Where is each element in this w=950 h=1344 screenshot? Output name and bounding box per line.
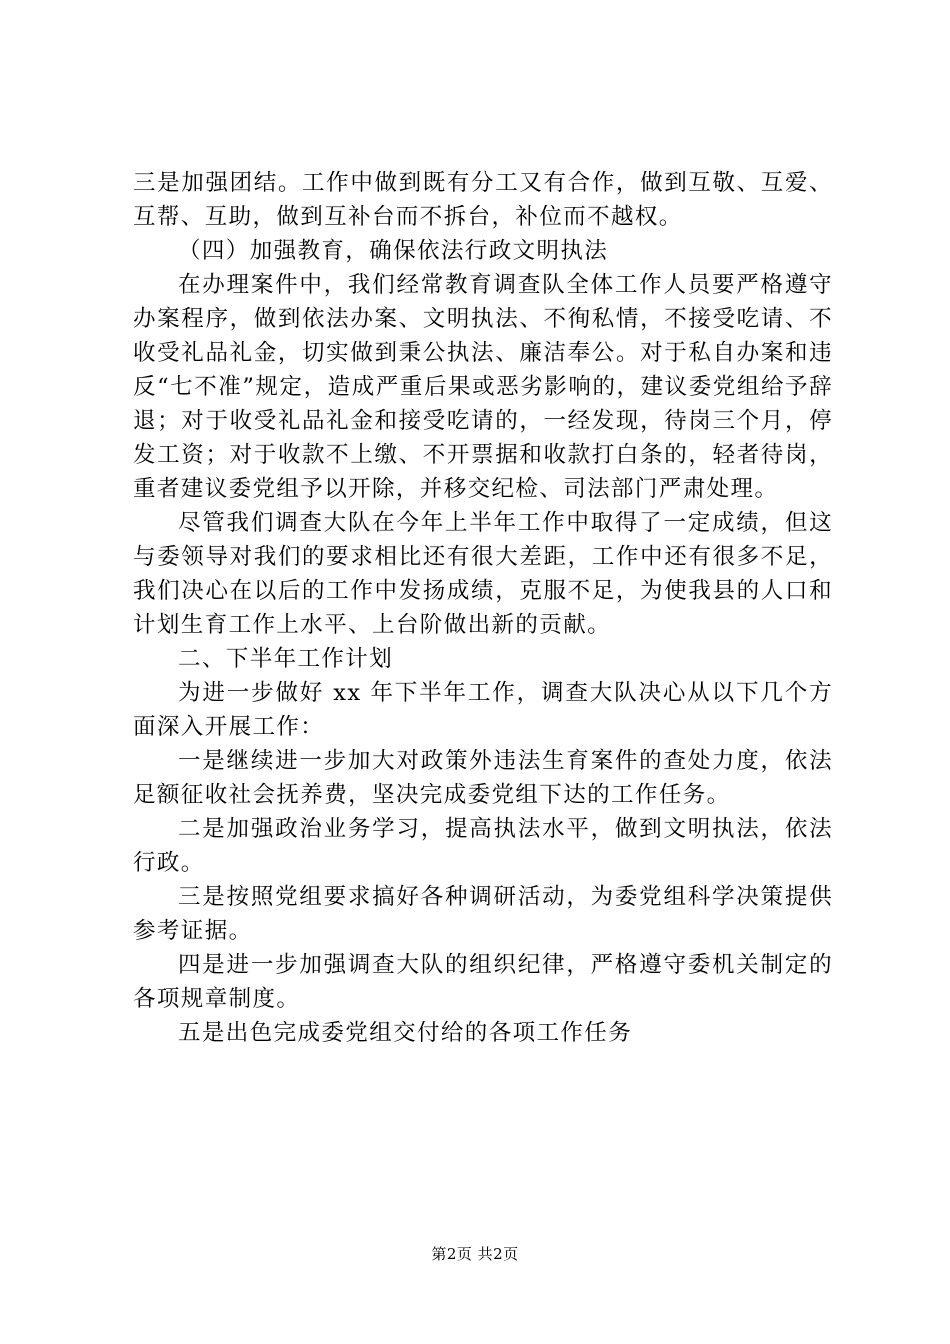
page-number-label: 第2页 共2页 [431, 1245, 519, 1263]
paragraph-4: 尽管我们调查大队在今年上半年工作中取得了一定成绩，但这与委领导对我们的要求相比还有很大差距，工作中还有很多不足，我们决心在以后的工作中发扬成绩，克服不足，为使我县的人口和计划生育工作上水平、上台阶做出新的贡献。 [133, 510, 833, 638]
section-heading-4: （四）加强教育，确保依法行政文明执法 [178, 238, 609, 264]
plan-item-2: 二是加强政治业务学习，提高执法水平，做到文明执法，依法行政。 [133, 816, 833, 876]
plan-item-3: 三是按照党组要求搞好各种调研活动，为委党组科学决策提供参考证据。 [133, 884, 833, 944]
plan-item-4: 四是进一步加强调查大队的组织纪律，严格遵守委机关制定的各项规章制度。 [133, 952, 833, 1012]
section-heading-plan: 二、下半年工作计划 [178, 646, 394, 672]
document-body [133, 166, 833, 1050]
paragraph-1: 三是加强团结。工作中做到既有分工又有合作，做到互敬、互爱、互帮、互助，做到互补台而不拆台，补位而不越权。 [133, 170, 833, 230]
paragraph-6: 为进一步做好 xx 年下半年工作，调查大队决心从以下几个方面深入开展工作： [133, 680, 833, 740]
plan-item-1: 一是继续进一步加大对政策外违法生育案件的查处力度，依法足额征收社会抚养费，坚决完成委党组下达的工作任务。 [133, 748, 833, 808]
page-footer [0, 1244, 950, 1264]
plan-item-5: 五是出色完成委党组交付给的各项工作任务 [178, 1020, 633, 1046]
paragraph-3: 在办理案件中，我们经常教育调查队全体工作人员要严格遵守办案程序，做到依法办案、文明执法、不徇私情，不接受吃请、不收受礼品礼金，切实做到秉公执法、廉洁奉公。对于私自办案和违反“七不准”规定，造成严重后果或恶劣影响的，建议委党组给予辞退；对于收受礼品礼金和接受吃请的，一经发现，待岗三个月，停发工资；对于收款不上缴、不开票据和收款打白条的，轻者待岗，重者建议委党组予以开除，并移交纪检、司法部门严肃处理。 [133, 272, 833, 502]
